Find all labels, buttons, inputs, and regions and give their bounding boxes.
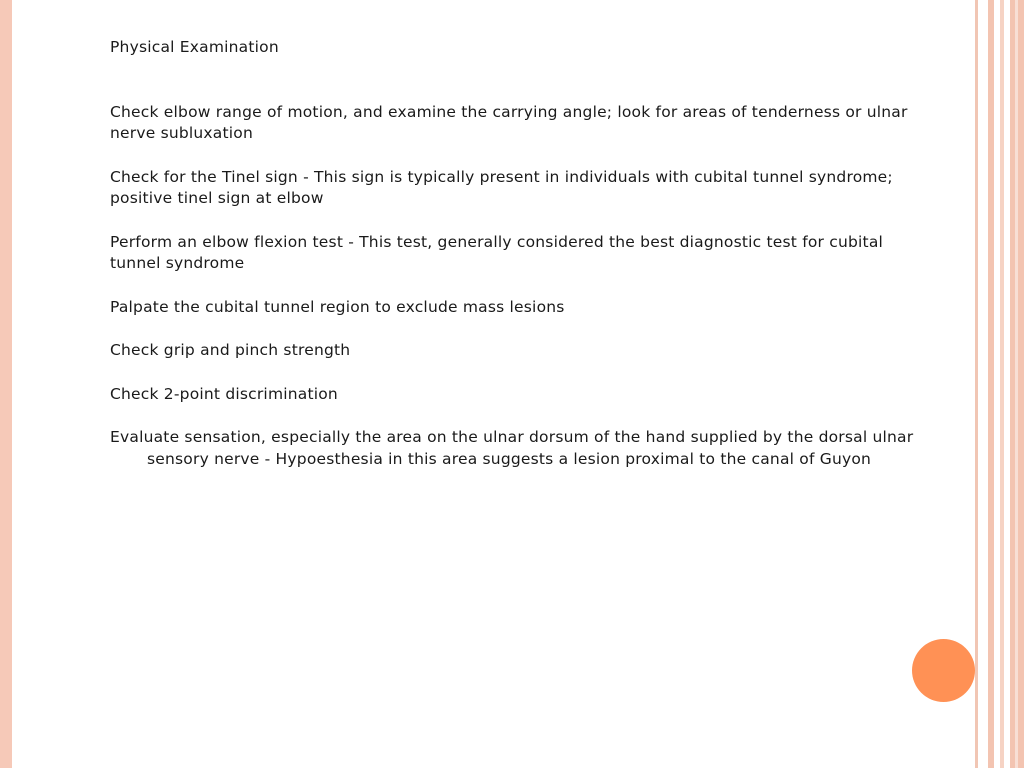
right-stripe: [1000, 0, 1004, 768]
left-border: [0, 0, 12, 768]
bullet-paragraph: Check elbow range of motion, and examine the carrying angle; look for areas of tenderness or ulnar nerve subluxation: [110, 102, 908, 142]
bullet-paragraph: Perform an elbow flexion test - This test, generally considered the best diagnostic test for cubital tunnel syndrome: [110, 232, 884, 272]
bullet-paragraph: Check for the Tinel sign - This sign is typically present in individuals with cubital tunnel syndrome; positive tinel sign at elbow: [110, 167, 893, 207]
slide-title: Physical Examination: [110, 38, 279, 56]
bullet-paragraph: Palpate the cubital tunnel region to exclude mass lesions: [110, 297, 565, 316]
slide-content: [110, 37, 930, 492]
bullet-paragraph: Check 2-point discrimination: [110, 384, 338, 403]
bullet-paragraph: Check grip and pinch strength: [110, 341, 351, 359]
bullet-paragraph: Evaluate sensation, especially the area on the ulnar dorsum of the hand supplied by the dorsal ulnar sensory nerve - Hypoesthesia in this area suggests a lesion proximal to the canal of Guyon: [110, 428, 914, 468]
right-stripe: [988, 0, 994, 768]
decorative-circle: [912, 639, 975, 702]
right-stripe: [1015, 0, 1018, 768]
right-stripe: [975, 0, 978, 768]
